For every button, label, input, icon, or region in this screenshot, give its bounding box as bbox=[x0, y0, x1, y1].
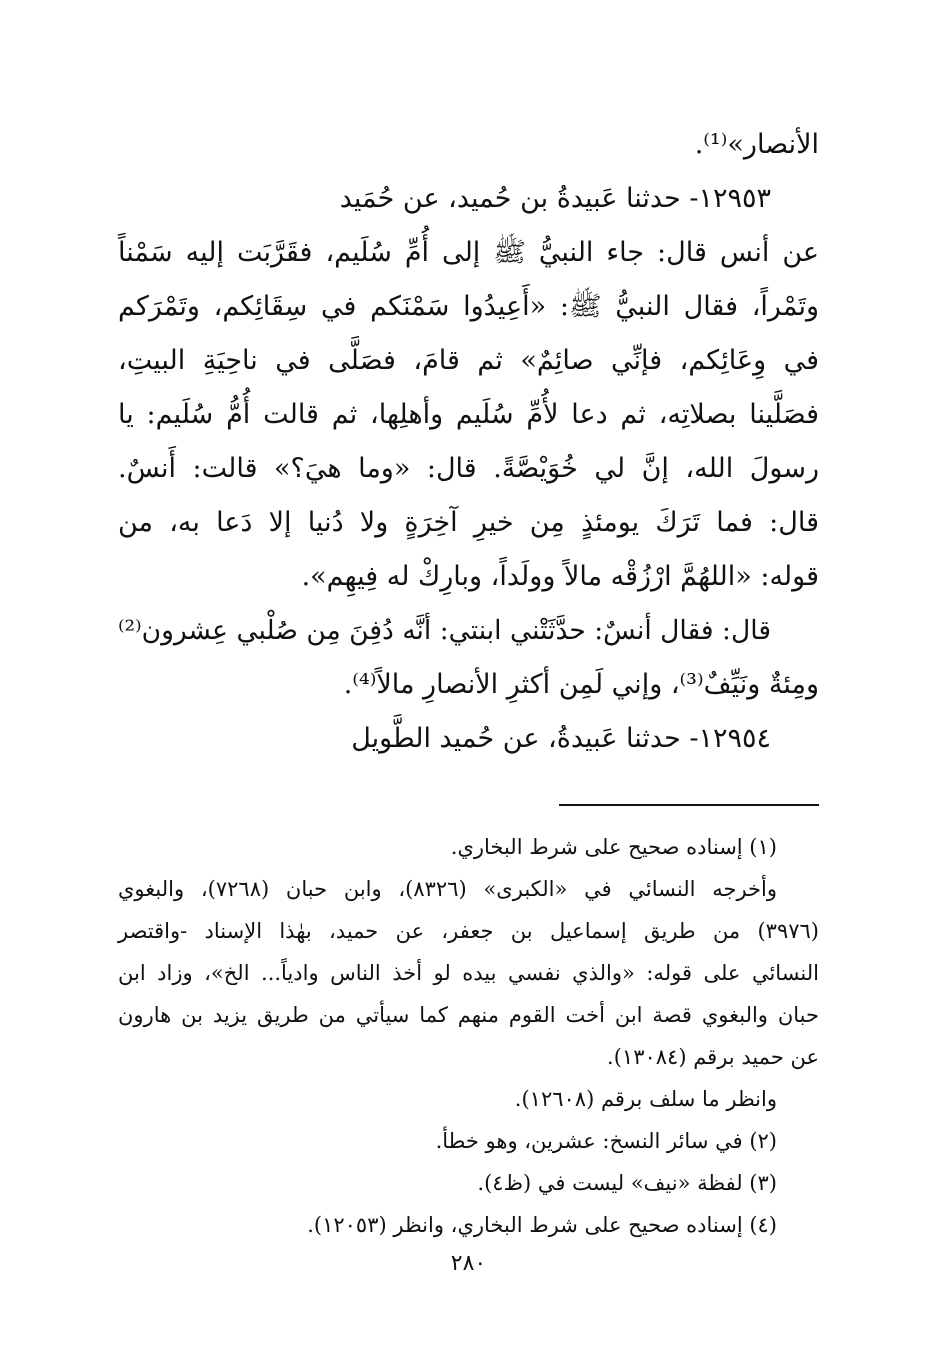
footnote-line: عن حميد برقم (١٣٠٨٤). bbox=[607, 1045, 819, 1069]
text-line: قال: فما تَرَكَ يومئذٍ مِن خيرِ آخِرَةٍ ولا دُنيا إلا دَعا به، من bbox=[118, 507, 819, 538]
hadith-body-12953 bbox=[118, 226, 819, 604]
text-line: ومِئةٌ ونَيِّفٌ⁽³⁾، وإني لَمِن أكثرِ الأنصارِ مالاً⁽⁴⁾. bbox=[343, 669, 819, 700]
footnotes bbox=[118, 826, 819, 1246]
footnote-line: (٣٩٧٦) من طريق إسماعيل بن جعفر، عن حميد، بهٰذا الإسناد -واقتصر bbox=[118, 919, 819, 943]
text-line: فصَلَّينا بصلاتِه، ثم دعا لأُمِّ سُلَيم وأهلِها، ثم قالت أُمُّ سُلَيم: يا bbox=[118, 399, 819, 430]
hadith-header-12954: ١٢٩٥٤- حدثنا عَبيدةُ، عن حُميد الطَّويل bbox=[351, 723, 771, 754]
footnote-1: (١) إسناده صحيح على شرط البخاري. bbox=[450, 835, 777, 859]
footnote-4: (٤) إسناده صحيح على شرط البخاري، وانظر (١٢٠٥٣). bbox=[307, 1213, 777, 1237]
text-line: قال: فقال أنسٌ: حدَّثَتْني ابنتي: أنَّه دُفِنَ مِن صُلْبي عِشرون⁽²⁾ bbox=[118, 615, 771, 646]
page-number: ٢٨٠ bbox=[450, 1251, 487, 1276]
footnote-line: حبان والبغوي قصة ابن أخت القوم منهم كما سيأتي من طريق يزيد بن هارون bbox=[118, 1003, 819, 1027]
text-line: في وِعَائِكم، فإنِّي صائِمٌ» ثم قامَ، فصَلَّى في ناحِيَةِ البيتِ، bbox=[118, 345, 819, 376]
footnote-line: وانظر ما سلف برقم (١٢٦٠٨). bbox=[514, 1087, 777, 1111]
footnote-2: (٢) في سائر النسخ: عشرين، وهو خطأ. bbox=[435, 1129, 777, 1153]
footnote-line: النسائي على قوله: «والذي نفسي بيده لو أخذ الناس وادياً... الخ»، وزاد ابن bbox=[118, 961, 819, 985]
footnote-line: وأخرجه النسائي في «الكبرى» (٨٣٢٦)، وابن حبان (٧٢٦٨)، والبغوي bbox=[118, 877, 777, 901]
text-line: عن أنس قال: جاء النبيُّ ﷺ إلى أُمِّ سُلَيم، فقَرَّبَت إليه سَمْناً bbox=[118, 237, 819, 268]
text-line: وتَمْراً، فقال النبيُّ ﷺ: «أَعِيدُوا سَمْنَكم في سِقَائِكم، وتَمْرَكم bbox=[118, 291, 819, 322]
text-line: قوله: «اللهُمَّ ارْزُقْه مالاً وولَداً، وبارِكْ له فِيهِم». bbox=[301, 561, 819, 592]
text-line: رسولَ الله، إنَّ لي خُوَيْصَّةً. قال: «وما هيَ؟» قالت: أَنسٌ. bbox=[118, 453, 819, 484]
footnote-3: (٣) لفظة «نيف» ليست في (ظ٤). bbox=[477, 1171, 777, 1195]
footnote-1-detail bbox=[118, 868, 819, 1078]
hadith-body-12953-continued bbox=[118, 604, 819, 712]
main-text bbox=[118, 118, 819, 766]
hadith-header-12953: ١٢٩٥٣- حدثنا عَبيدةُ بن حُميد، عن حُمَيد bbox=[339, 183, 771, 214]
footnote-divider bbox=[559, 804, 819, 806]
text-line: الأنصار»⁽¹⁾. bbox=[694, 129, 819, 160]
